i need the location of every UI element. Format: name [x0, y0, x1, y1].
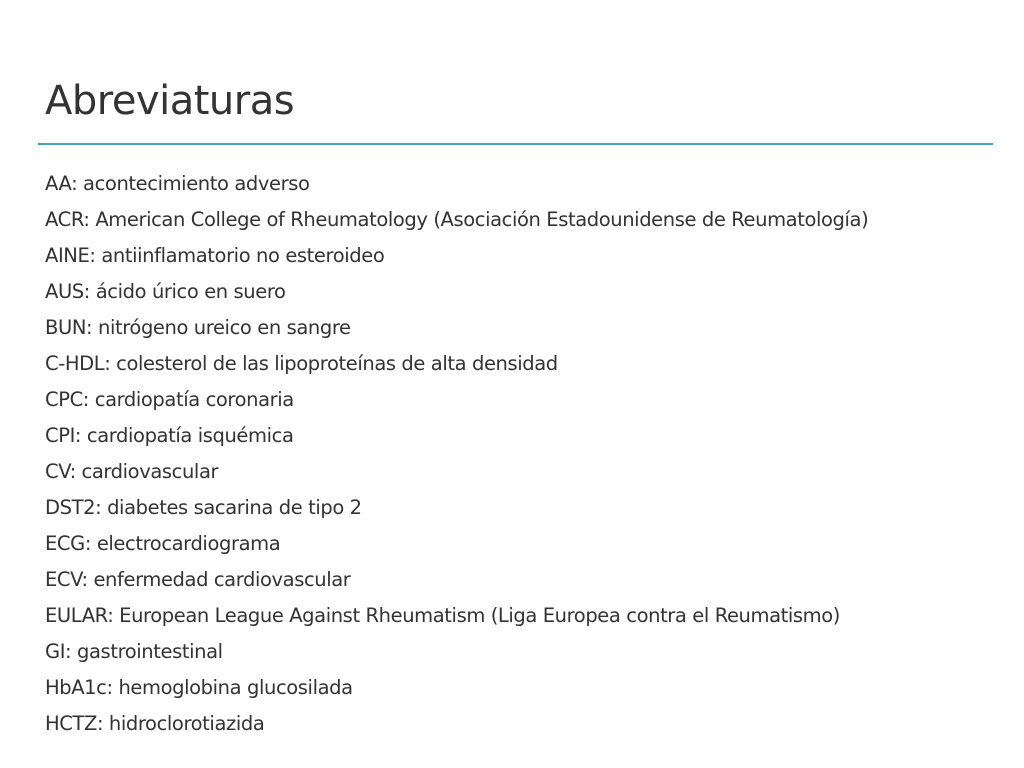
abbreviation-item: ECG: electrocardiograma: [45, 532, 281, 555]
abbreviation-item: HCTZ: hidroclorotiazida: [45, 712, 265, 735]
abbreviation-list: [45, 166, 1005, 742]
abbreviation-item: HbA1c: hemoglobina glucosilada: [45, 676, 353, 699]
abbreviation-item: CPI: cardiopatía isquémica: [45, 424, 294, 447]
title-divider: [38, 143, 993, 145]
abbreviation-item: AA: acontecimiento adverso: [45, 172, 310, 195]
abbreviation-item: GI: gastrointestinal: [45, 640, 223, 663]
abbreviation-item: EULAR: European League Against Rheumatism (Liga Europea contra el Reumatismo): [45, 604, 841, 627]
abbreviation-item: AUS: ácido úrico en suero: [45, 280, 286, 303]
abbreviation-item: DST2: diabetes sacarina de tipo 2: [45, 496, 362, 519]
abbreviation-item: CPC: cardiopatía coronaria: [45, 388, 294, 411]
abbreviation-item: BUN: nitrógeno ureico en sangre: [45, 316, 351, 339]
abbreviation-item: C-HDL: colesterol de las lipoproteínas de alta densidad: [45, 352, 558, 375]
abbreviation-item: CV: cardiovascular: [45, 460, 219, 483]
abbreviation-item: AINE: antiinflamatorio no esteroideo: [45, 244, 385, 267]
abbreviation-item: ECV: enfermedad cardiovascular: [45, 568, 351, 591]
abbreviation-item: ACR: American College of Rheumatology (Asociación Estadounidense de Reumatología): [45, 208, 869, 231]
slide-title: Abreviaturas: [45, 78, 295, 124]
